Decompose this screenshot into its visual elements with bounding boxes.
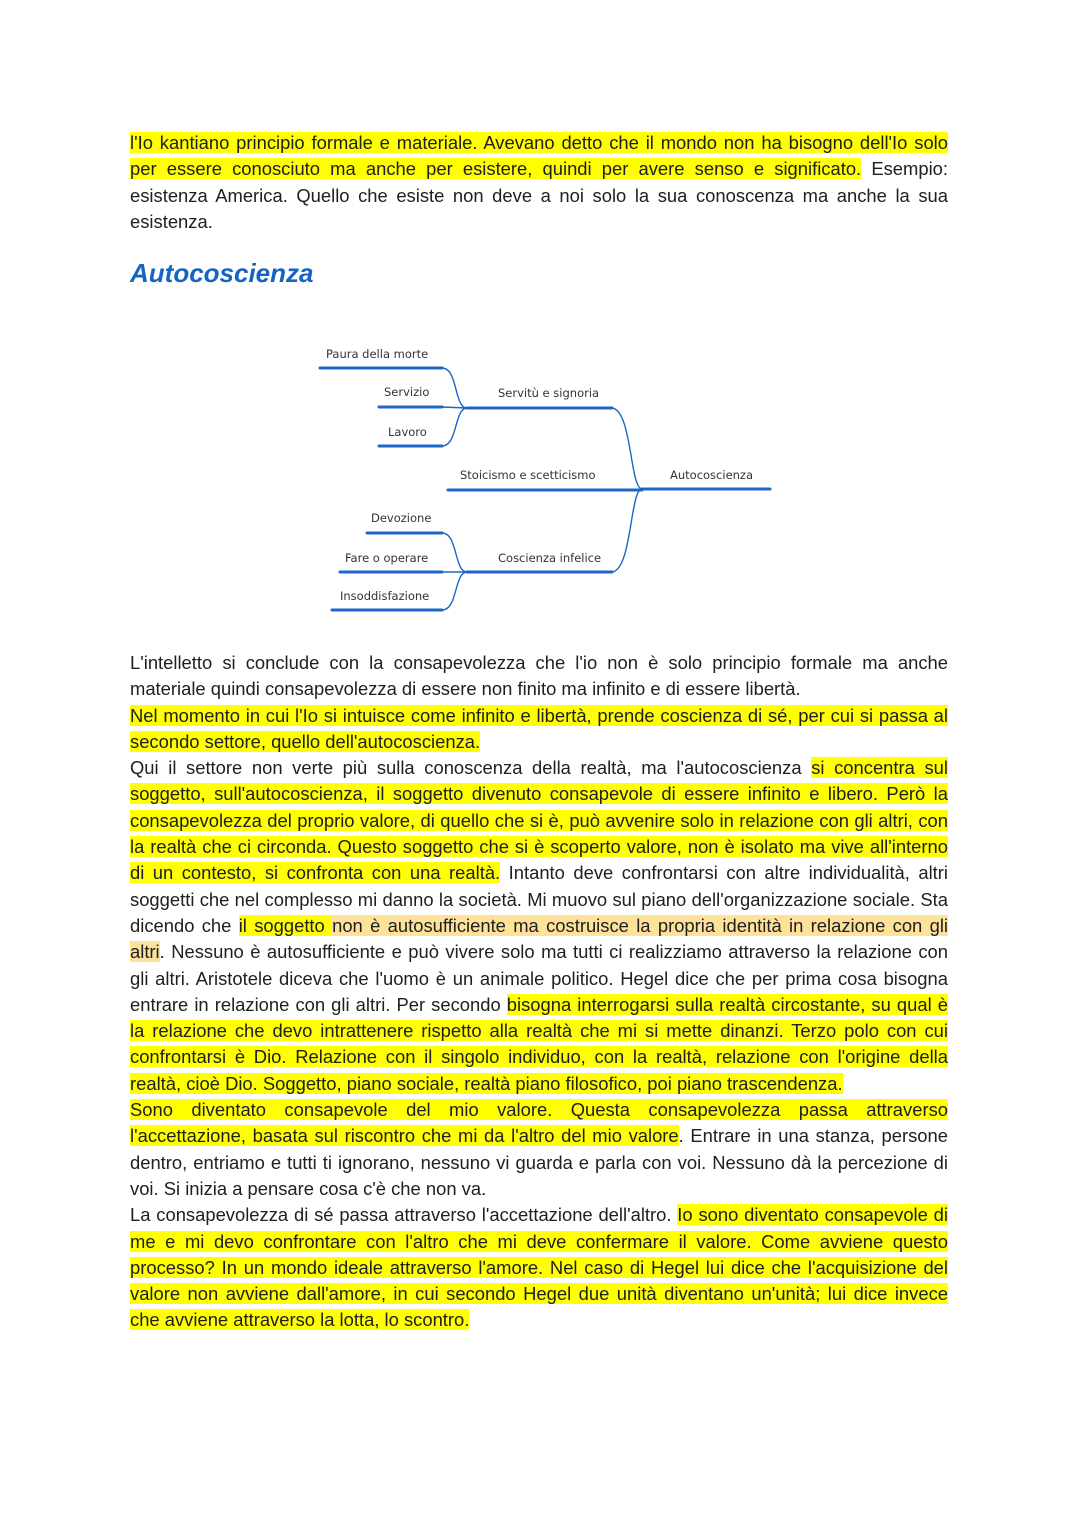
highlighted-text-orange: non è autosufficiente ma costruisce la propria identità in relazione con gli altri [130, 914, 948, 963]
mindmap-leaf-label: Lavoro [388, 425, 427, 439]
plain-text: . Entrare in una stanza, persone dentro, entriamo e tutti ti ignorano, nessuno vi guarda e parla con voi. Nessuno dà la percezione di voi. Si inizia a pensare cosa c'è che non va. [130, 1125, 948, 1199]
plain-text: Qui il settore non verte più sulla conoscenza della realtà, ma l'autocoscienza [130, 757, 812, 779]
connector [442, 368, 467, 408]
mindmap-leaf-label: Fare o operare [345, 551, 429, 565]
plain-text: L'intelletto si conclude con la consapevolezza che l'io non è solo principio formale ma anche materiale quindi consapevolezza di essere non finito ma infinito e di essere libertà. [130, 652, 948, 700]
mindmap-leaf-label: Insoddisfazione [340, 589, 430, 603]
highlighted-text: Sono diventato consapevole del mio valore. Questa consapevolezza passa attraverso l'accettazione, basata sul riscontro che mi da l'altro del mio valore [130, 1099, 948, 1147]
plain-text: Esempio: esistenza America. Quello che esiste non deve a noi solo la sua conoscenza ma anche la sua esistenza. [130, 158, 948, 232]
intro-paragraph [130, 130, 948, 235]
paragraph [130, 650, 948, 703]
connector [442, 408, 467, 446]
highlighted-text: il soggetto [238, 914, 333, 936]
plain-text: La consapevolezza di sé passa attraverso l'accettazione dell'altro. [130, 1204, 678, 1226]
paragraph [130, 1097, 948, 1202]
paragraph [130, 755, 948, 1097]
body-text [130, 650, 948, 1334]
plain-text: . Nessuno è autosufficiente e può vivere solo ma tutti ci realizziamo attraverso la relazione con gli altri. Aristotele diceva che l'uomo è un animale politico. Hegel dice che per prima cosa bisogna entrare in relazione con gli altri. Per secondo [130, 941, 948, 1015]
connector [612, 489, 642, 572]
section-title: Autocoscienza [130, 258, 314, 288]
mind-map [312, 340, 782, 620]
connector [442, 407, 467, 408]
mindmap-leaf-label: Servizio [384, 385, 430, 399]
highlighted-text: si concentra sul soggetto, sull'autocoscienza, il soggetto divenuto consapevole di essere infinito e libero. Però la consapevolezza del proprio valore, di quello che si è, può avvenire solo in relazione con gli altri, con la realtà che ci circonda. Questo soggetto che si è scoperto valore, non è isolato ma vive all'interno di un contesto, si confronta con una realtà. [130, 757, 948, 884]
mindmap-branch-label: Stoicismo e scetticismo [460, 468, 596, 482]
connector [442, 533, 467, 572]
mindmap-branch-label: Coscienza infelice [498, 551, 602, 565]
highlighted-text: Io sono diventato consapevole di me e mi devo confrontare con l'altro che mi deve confermare il valore. Come avviene questo processo? In un mondo ideale attraverso l'amore. Nel caso di Hegel lui dice che l'acquisizione del valore non avviene dall'amore, in cui secondo Hegel due unità diventano un'unità; lui dice invece che avviene attraverso la lotta, lo scontro. [130, 1204, 948, 1331]
mindmap-leaf-label: Paura della morte [326, 347, 429, 361]
highlighted-text: bisogna interrogarsi sulla realtà circostante, su qual è la relazione che devo intrattenere rispetto alla realtà che mi si mette dinanzi. Terzo polo con cui confrontarsi è Dio. Relazione con il singolo individuo, con la realtà, relazione con l'origine della realtà, cioè Dio. Soggetto, piano sociale, realtà piano filosofico, poi piano trascendenza. [130, 993, 948, 1094]
mindmap-center-label: Autocoscienza [670, 468, 754, 482]
connector [442, 572, 467, 610]
plain-text: Intanto deve confrontarsi con altre individualità, altri soggetti che nel complesso mi danno la società. Mi muovo sul piano dell'organizzazione sociale. Sta dicendo che [130, 862, 948, 936]
mindmap-branch-label: Servitù e signoria [498, 386, 600, 400]
highlighted-text: l'Io kantiano principio formale e materiale. Avevano detto che il mondo non ha bisogno dell'Io solo per essere conosciuto ma anche per esistere, quindi per avere senso e significato. [130, 132, 948, 180]
paragraph [130, 703, 948, 756]
highlighted-text: Nel momento in cui l'Io si intuisce come infinito e libertà, prende coscienza di sé, per cui si passa al secondo settore, quello dell'autocoscienza. [130, 704, 948, 752]
connector [612, 408, 642, 489]
mindmap-leaf-label: Devozione [371, 511, 432, 525]
paragraph [130, 1202, 948, 1333]
